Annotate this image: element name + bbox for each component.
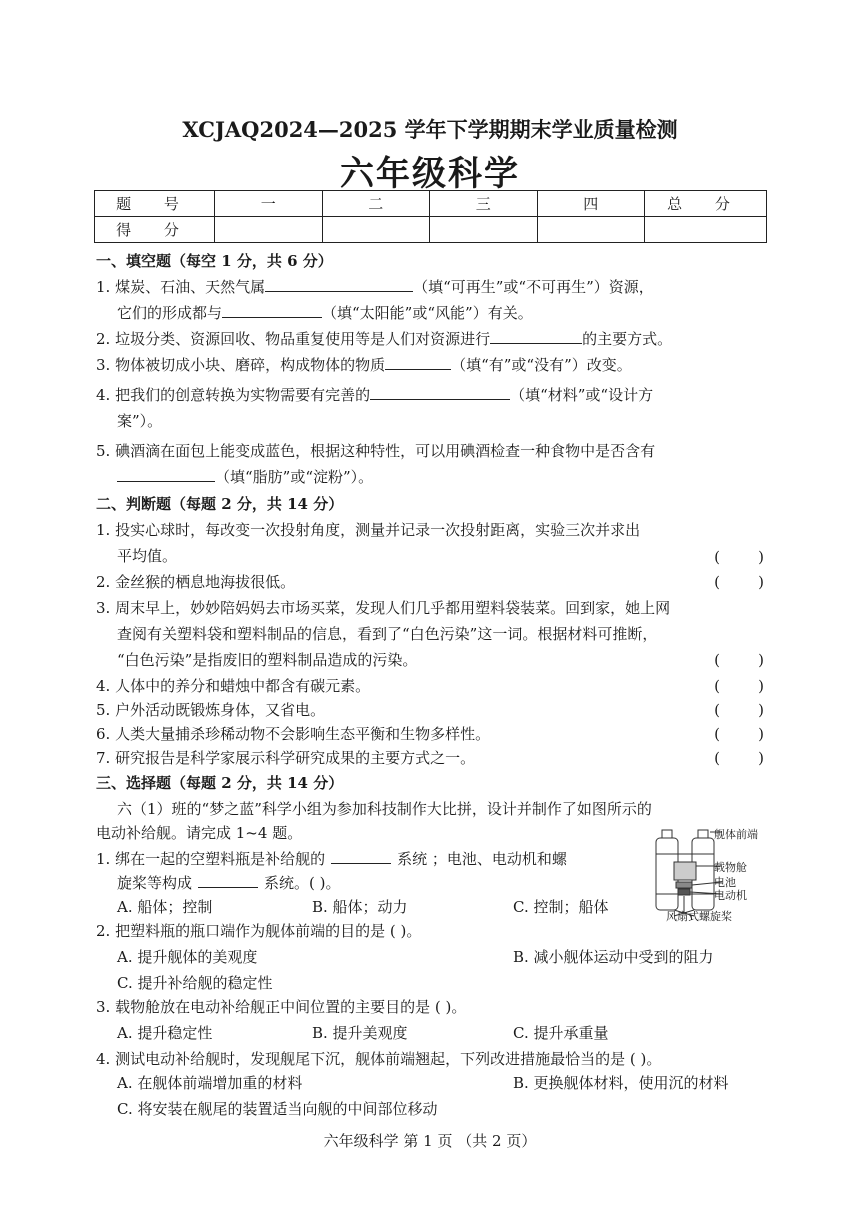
judge-question-4: 4. 人体中的养分和蜡烛中都含有碳元素。	[96, 677, 371, 695]
question-text: 旋桨等构成	[117, 874, 193, 892]
answer-blank[interactable]	[490, 329, 582, 344]
answer-blank[interactable]	[222, 303, 322, 318]
choice-option[interactable]: A. 船体；控制	[117, 898, 213, 916]
judge-question-1: 1. 投实心球时，每改变一次投射角度，测量并记录一次投射距离，实验三次并求出	[96, 521, 641, 539]
choice-question-1	[96, 849, 567, 869]
question-text: 它们的形成都与	[117, 304, 223, 322]
label-battery: 电池	[714, 876, 736, 889]
label-ship-front: 舰体前端	[714, 828, 758, 841]
judge-question-3-cont: 查阅有关塑料袋和塑料制品的信息，看到了“白色污染”这一词。根据材料可推断，	[117, 625, 658, 643]
choice-option[interactable]: C. 控制；船体	[513, 898, 609, 916]
choice-option[interactable]: C. 提升补给舰的稳定性	[117, 974, 273, 992]
answer-blank[interactable]	[385, 355, 451, 370]
exam-title: XCJAQ2024—2025 学年下学期期末学业质量检测	[182, 117, 678, 142]
question-text: 的主要方式。	[582, 330, 673, 348]
score-table-cell: 四	[537, 191, 645, 217]
label-motor: 电动机	[714, 889, 747, 902]
fill-question-2	[96, 329, 672, 349]
bottle-neck	[698, 830, 708, 838]
choice-intro-cont: 电动补给舰。请完成 1~4 题。	[96, 824, 303, 842]
label-propeller: 风扇式螺旋桨	[666, 910, 732, 923]
judge-question-5: 5. 户外活动既锻炼身体，又省电。	[96, 701, 326, 719]
choice-question-4: 4. 测试电动补给舰时，发现舰尾下沉，舰体前端翘起，下列改进措施最恰当的是 ( )。	[96, 1050, 662, 1068]
score-table-cell: 二	[322, 191, 430, 217]
judge-question-3: 3. 周末早上，妙妙陪妈妈去市场买菜，发现人们几乎都用塑料袋装菜。回到家，她上网	[96, 599, 671, 617]
score-table-cell: 得 分	[95, 217, 215, 243]
question-text: （填“材料”或“设计方	[510, 386, 654, 404]
question-text: （填“有”或“没有”）改变。	[451, 356, 632, 374]
section1-heading: 一、填空题（每空 1 分，共 6 分）	[96, 252, 333, 270]
question-text: （填“太阳能”或“风能”）有关。	[322, 304, 533, 322]
score-table-cell: 一	[215, 191, 323, 217]
choice-question-3: 3. 载物舱放在电动补给舰正中间位置的主要目的是 ( )。	[96, 998, 467, 1016]
section3-heading: 三、选择题（每题 2 分，共 14 分）	[96, 774, 344, 792]
score-cell[interactable]	[215, 217, 323, 243]
judge-question-2: 2. 金丝猴的栖息地海拔很低。	[96, 573, 296, 591]
section2-heading: 二、判断题（每题 2 分，共 14 分）	[96, 495, 344, 513]
answer-parentheses[interactable]: ( )	[714, 701, 764, 719]
answer-blank[interactable]	[370, 385, 510, 400]
score-cell[interactable]	[322, 217, 430, 243]
choice-option[interactable]: B. 船体；动力	[312, 898, 408, 916]
score-table-header-row	[95, 191, 767, 217]
score-table-cell: 三	[430, 191, 538, 217]
subject-title: 六年级科学	[340, 154, 520, 194]
score-table	[94, 190, 767, 243]
answer-parentheses[interactable]: ( )	[714, 651, 764, 669]
fill-question-1	[96, 277, 654, 297]
judge-question-1-cont: 平均值。	[117, 547, 178, 565]
question-text: （填“脂肪”或“淀粉”）。	[215, 468, 374, 486]
cargo-hold	[674, 862, 696, 880]
question-text: 1. 绑在一起的空塑料瓶是补给舰的	[96, 850, 326, 868]
fill-question-3	[96, 355, 632, 375]
choice-option[interactable]: A. 在舰体前端增加重的材料	[117, 1074, 303, 1092]
answer-blank[interactable]	[117, 467, 215, 482]
fill-question-1-cont	[117, 303, 533, 323]
choice-option[interactable]: B. 减小舰体运动中受到的阻力	[513, 948, 714, 966]
motor	[678, 889, 690, 895]
answer-parentheses[interactable]: ( )	[714, 548, 764, 566]
question-text: 系统。( )。	[264, 874, 341, 892]
answer-blank[interactable]	[265, 277, 413, 292]
question-text: 3. 物体被切成小块、磨碎，构成物体的物质	[96, 356, 386, 374]
score-cell[interactable]	[537, 217, 645, 243]
bottle-neck	[662, 830, 672, 838]
question-text: 2. 垃圾分类、资源回收、物品重复使用等是人们对资源进行	[96, 330, 491, 348]
answer-parentheses[interactable]: ( )	[714, 725, 764, 743]
choice-intro: 六（1）班的“梦之蓝”科学小组为参加科技制作大比拼，设计并制作了如图所示的	[117, 800, 652, 818]
score-cell[interactable]	[430, 217, 538, 243]
choice-option[interactable]: C. 将安装在舰尾的装置适当向舰的中间部位移动	[117, 1100, 438, 1118]
question-text: 4. 把我们的创意转换为实物需要有完善的	[96, 386, 371, 404]
score-table-score-row	[95, 217, 767, 243]
answer-blank[interactable]	[198, 873, 258, 888]
choice-question-2: 2. 把塑料瓶的瓶口端作为舰体前端的目的是 ( )。	[96, 922, 422, 940]
fill-question-5-cont	[117, 467, 373, 487]
answer-parentheses[interactable]: ( )	[714, 573, 764, 591]
fill-question-4-cont: 案”）。	[117, 412, 163, 430]
fill-question-5: 5. 碘酒滴在面包上能变成蓝色，根据这种特性，可以用碘酒检查一种食物中是否含有	[96, 442, 656, 460]
label-cargo-hold: 载物舱	[714, 861, 747, 874]
choice-option[interactable]: A. 提升稳定性	[117, 1024, 213, 1042]
choice-option[interactable]: A. 提升舰体的美观度	[117, 948, 258, 966]
page-footer: 六年级科学 第 1 页 （共 2 页）	[323, 1132, 537, 1150]
choice-question-1-cont	[117, 873, 341, 893]
answer-parentheses[interactable]: ( )	[714, 677, 764, 695]
score-table-cell: 总 分	[645, 191, 767, 217]
answer-blank[interactable]	[331, 849, 391, 864]
answer-parentheses[interactable]: ( )	[714, 749, 764, 767]
choice-option[interactable]: B. 提升美观度	[312, 1024, 408, 1042]
judge-question-6: 6. 人类大量捕杀珍稀动物不会影响生态平衡和生物多样性。	[96, 725, 491, 743]
battery	[676, 882, 692, 888]
question-text: 1. 煤炭、石油、天然气属	[96, 278, 266, 296]
judge-question-3-cont: “白色污染”是指废旧的塑料制品造成的污染。	[117, 651, 418, 669]
question-text: （填“可再生”或“不可再生”）资源，	[413, 278, 654, 296]
fill-question-4	[96, 385, 653, 405]
score-table-cell: 题 号	[95, 191, 215, 217]
question-text: 系统 ；电池、电动机和螺	[397, 850, 567, 868]
score-cell[interactable]	[645, 217, 767, 243]
choice-option[interactable]: C. 提升承重量	[513, 1024, 609, 1042]
judge-question-7: 7. 研究报告是科学家展示科学研究成果的主要方式之一。	[96, 749, 476, 767]
choice-option[interactable]: B. 更换舰体材料，使用沉的材料	[513, 1074, 729, 1092]
